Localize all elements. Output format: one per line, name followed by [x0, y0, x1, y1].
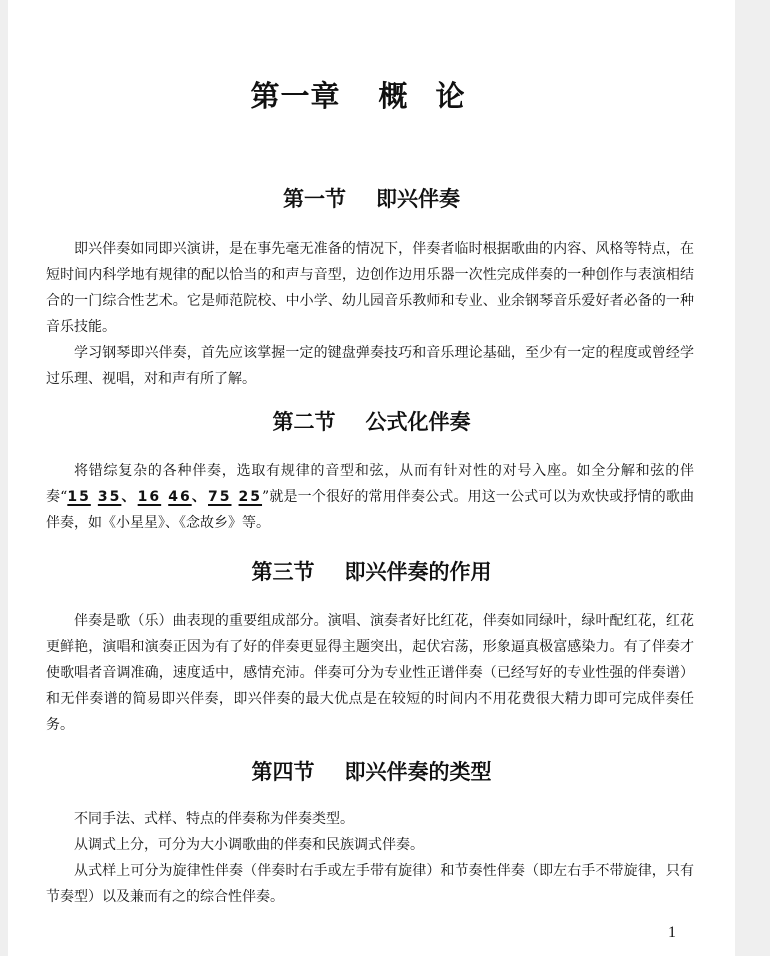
section-heading-1: 第一节 即兴伴奏	[283, 186, 460, 211]
section-heading-4: 第四节 即兴伴奏的类型	[251, 759, 492, 784]
paragraph: 伴奏是歌（乐）曲表现的重要组成部分。演唱、演奏者好比红花，伴奏如同绿叶，绿叶配红花，红花更鲜艳，演唱和演奏正因为有了好的伴奏更显得主题突出，起伏宕荡，形象逼真极富感染力。有了伴奏才使歌唱者音调准确，速度适中，感情充沛。伴奏可分为专业性正谱伴奏（已经写好的专业性强的伴奏谱）和无伴奏谱的简易即兴伴奏，即兴伴奏的最大优点是在较短的时间内不用花费很大精力即可完成伴奏任务。	[46, 613, 694, 733]
section-2-body	[46, 458, 694, 536]
chapter-name: 概论	[378, 79, 493, 113]
paragraph: 从式样上可分为旋律性伴奏（伴奏时右手或左手带有旋律）和节奏性伴奏（即左右手不带旋律，只有节奏型）以及兼而有之的综合性伴奏。	[46, 863, 694, 905]
section-3-body	[46, 608, 694, 738]
paragraph: 将错综复杂的各种伴奏，选取有规律的音型和弦，从而有针对性的对号入座。如全分解和弦的伴奏“15 35、16 46、75 25”就是一个很好的常用伴奏公式。用这一公式可以为欢快或抒情的歌曲伴奏，如《小星星》、《念故乡》等。	[46, 463, 695, 531]
paragraph: 学习钢琴即兴伴奏，首先应该掌握一定的键盘弹奏技巧和音乐理论基础，至少有一定的程度或曾经学过乐理、视唱，对和声有所了解。	[46, 345, 694, 387]
section-1-body	[46, 236, 694, 392]
section-4-body	[46, 806, 694, 910]
paragraph: 从调式上分，可分为大小调歌曲的伴奏和民族调式伴奏。	[74, 837, 424, 853]
paragraph: 即兴伴奏如同即兴演讲，是在事先毫无准备的情况下，伴奏者临时根据歌曲的内容、风格等特点，在短时间内科学地有规律的配以恰当的和声与音型，边创作边用乐器一次性完成伴奏的一种创作与表演相结合的一门综合性艺术。它是师范院校、中小学、幼儿园音乐教师和专业、业余钢琴音乐爱好者必备的一种音乐技能。	[46, 241, 694, 335]
section-heading-2: 第二节 公式化伴奏	[272, 409, 471, 434]
document-page	[8, 0, 735, 956]
paragraph: 不同手法、式样、特点的伴奏称为伴奏类型。	[74, 811, 354, 827]
chapter-title	[8, 74, 735, 115]
accompaniment-formula: 15 35、16 46、75 25	[67, 489, 263, 505]
section-heading-3: 第三节 即兴伴奏的作用	[251, 559, 492, 584]
chapter-number: 第一章	[250, 79, 341, 113]
page-number: 1	[668, 924, 676, 941]
